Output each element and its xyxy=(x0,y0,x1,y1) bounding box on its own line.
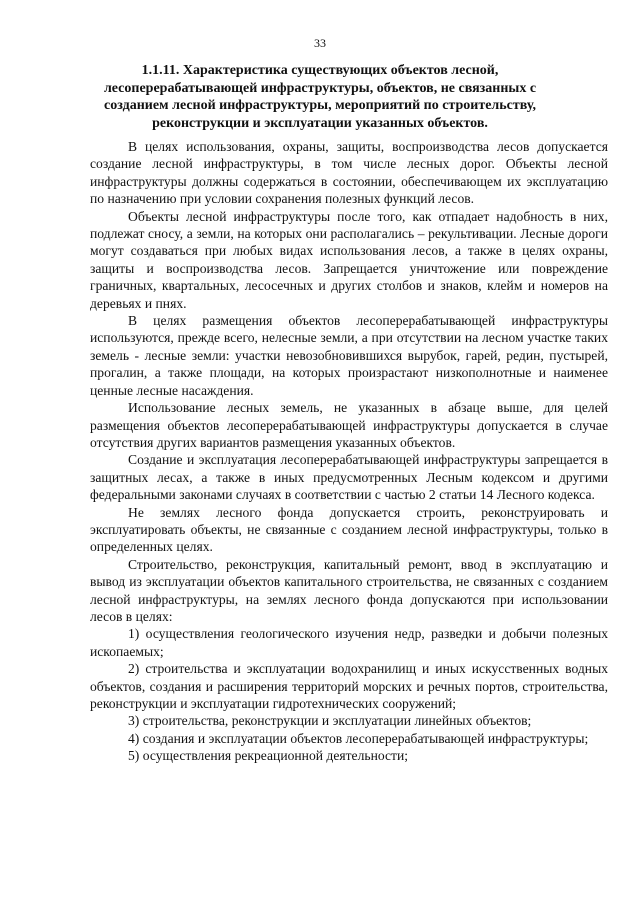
list-item: 3) строительства, реконструкции и эксплуатации линейных объектов; xyxy=(128,713,532,729)
paragraph: В целях использования, охраны, защиты, воспроизводства лесов допускается создание лесной инфраструктуры, в том числе лесных дорог. Объекты лесной инфраструктуры должны содержаться в состоянии, обеспечивающем их эксплуатацию по назначению при условии сохранения полезных функций лесов. xyxy=(90,139,608,207)
paragraph: В целях размещения объектов лесоперерабатывающей инфраструктуры используются, прежде всего, нелесные земли, а при отсутствии на лесном участке таких земель - лесные земли: участки невозобновившихся вырубок, гарей, редин, пустырей, прогалин, а также площади, на которых произрастают низкополнотные и наименее ценные лесные насаждения. xyxy=(90,313,608,398)
page-number: 33 xyxy=(314,36,326,50)
paragraph: Использование лесных земель, не указанных в абзаце выше, для целей размещения объектов лесоперерабатывающей инфраструктуры допускается в случае отсутствия других вариантов размещения указанных объектов. xyxy=(90,400,608,450)
list-item: 2) строительства и эксплуатации водохранилищ и иных искусственных водных объектов, создания и расширения территорий морских и речных портов, строительства, реконструкции и эксплуатации гидротехнических сооружений; xyxy=(90,661,608,711)
paragraph: Не землях лесного фонда допускается строить, реконструировать и эксплуатировать объекты, не связанные с созданием лесной инфраструктуры, только в определенных целях. xyxy=(90,504,608,555)
list-item: 1) осуществления геологического изучения недр, разведки и добычи полезных ископаемых; xyxy=(90,626,608,659)
list-item: 4) создания и эксплуатации объектов лесоперерабатывающей инфраструктуры; xyxy=(128,730,589,746)
paragraph: Строительство, реконструкция, капитальный ремонт, ввод в эксплуатацию и вывод из эксплуатации объектов капитального строительства, не связанных с созданием лесной инфраструктуры, на землях лесного фонда допускаются при использовании лесов в целях: xyxy=(90,556,608,624)
paragraph: Объекты лесной инфраструктуры после того, как отпадает надобность в них, подлежат сносу, а земли, на которых они располагались – рекультивации. Лесные дороги могут создаваться при любых видах использования лесов, а также в целях охраны, защиты и воспроизводства лесов. Запрещается уничтожение или повреждение граничных, квартальных, лесосечных и других столбов и знаков, клейм и номеров на деревьях и пнях. xyxy=(90,208,608,311)
paragraph: Создание и эксплуатация лесоперерабатывающей инфраструктуры запрещается в защитных лесах, а также в иных предусмотренных Лесным кодексом и другими федеральными законами случаях в соответствии с частью 2 статьи 14 Лесного кодекса. xyxy=(90,452,608,503)
document-body xyxy=(90,138,608,765)
section-heading: 1.1.11. Характеристика существующих объектов лесной, лесоперерабатывающей инфраструктуры, объектов, не связанных с созданием лесной инфраструктуры, мероприятий по строительству, реконструкции и эксплуатации указанных объектов. xyxy=(103,63,537,131)
list-item: 5) осуществления рекреационной деятельности; xyxy=(128,748,409,764)
